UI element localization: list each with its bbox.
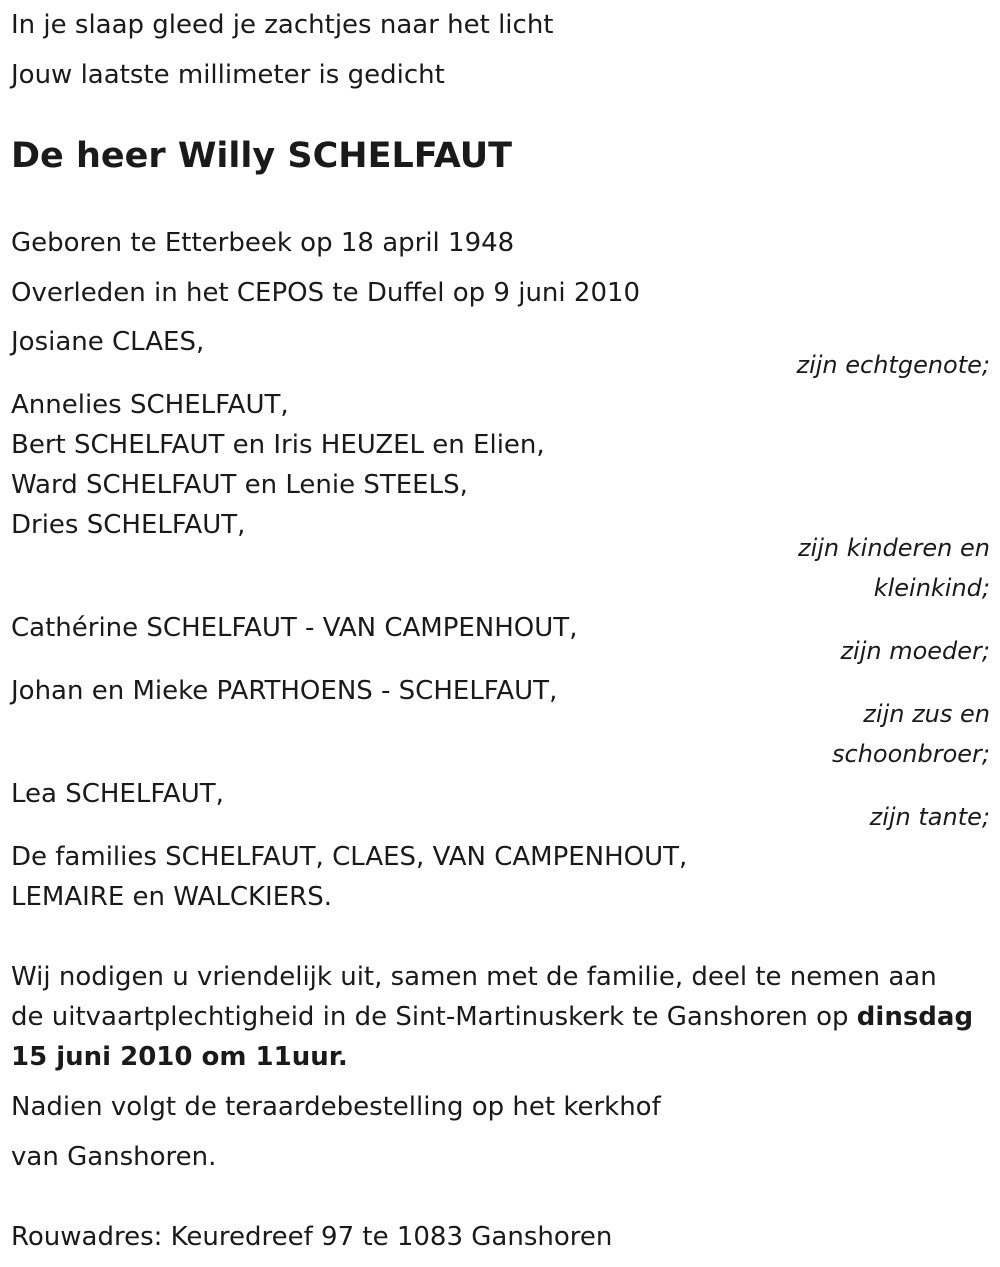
families-line-1: De families SCHELFAUT, CLAES, VAN CAMPENHOUT, <box>11 842 688 872</box>
deceased-title: De heer Willy SCHELFAUT <box>11 136 513 176</box>
sister-role-line-1: zijn zus en <box>863 700 990 728</box>
death-line: Overleden in het CEPOS te Duffel op 9 juni 2010 <box>11 278 641 308</box>
invitation-line-2-text: de uitvaartplechtigheid in de Sint-Martinuskerk te Ganshoren op <box>11 1002 857 1032</box>
aunt-name: Lea SCHELFAUT, <box>11 779 224 809</box>
invitation-line-1: Wij nodigen u vriendelijk uit, samen met de familie, deel te nemen aan <box>11 962 937 992</box>
spouse-name: Josiane CLAES, <box>11 327 205 357</box>
invitation-line-2 <box>11 1002 973 1032</box>
poem-line-2: Jouw laatste millimeter is gedicht <box>11 60 445 90</box>
child-name: Dries SCHELFAUT, <box>11 510 246 540</box>
child-name: Bert SCHELFAUT en Iris HEUZEL en Elien, <box>11 430 545 460</box>
ceremony-date-time <box>11 1042 348 1072</box>
mother-name: Cathérine SCHELFAUT - VAN CAMPENHOUT, <box>11 613 578 643</box>
families-line-2: LEMAIRE en WALCKIERS. <box>11 882 332 912</box>
mother-role: zijn moeder; <box>840 637 990 665</box>
aunt-role: zijn tante; <box>869 803 990 831</box>
ceremony-day: dinsdag <box>856 1002 974 1032</box>
sister-name: Johan en Mieke PARTHOENS - SCHELFAUT, <box>11 676 558 706</box>
child-name: Annelies SCHELFAUT, <box>11 390 289 420</box>
children-role-line-1: zijn kinderen en <box>798 534 990 562</box>
spouse-role: zijn echtgenote; <box>796 351 990 379</box>
burial-line-2: van Ganshoren. <box>11 1142 217 1172</box>
ceremony-date: 15 juni 2010 om 11uur. <box>11 1042 348 1072</box>
sister-role-line-2: schoonbroer; <box>832 740 990 768</box>
mourning-address: Rouwadres: Keuredreef 97 te 1083 Ganshoren <box>11 1222 613 1252</box>
child-name: Ward SCHELFAUT en Lenie STEELS, <box>11 470 468 500</box>
birth-line: Geboren te Etterbeek op 18 april 1948 <box>11 228 515 258</box>
poem-line-1: In je slaap gleed je zachtjes naar het licht <box>11 10 554 40</box>
burial-line-1: Nadien volgt de teraardebestelling op het kerkhof <box>11 1092 661 1122</box>
children-role-line-2: kleinkind; <box>873 574 990 602</box>
